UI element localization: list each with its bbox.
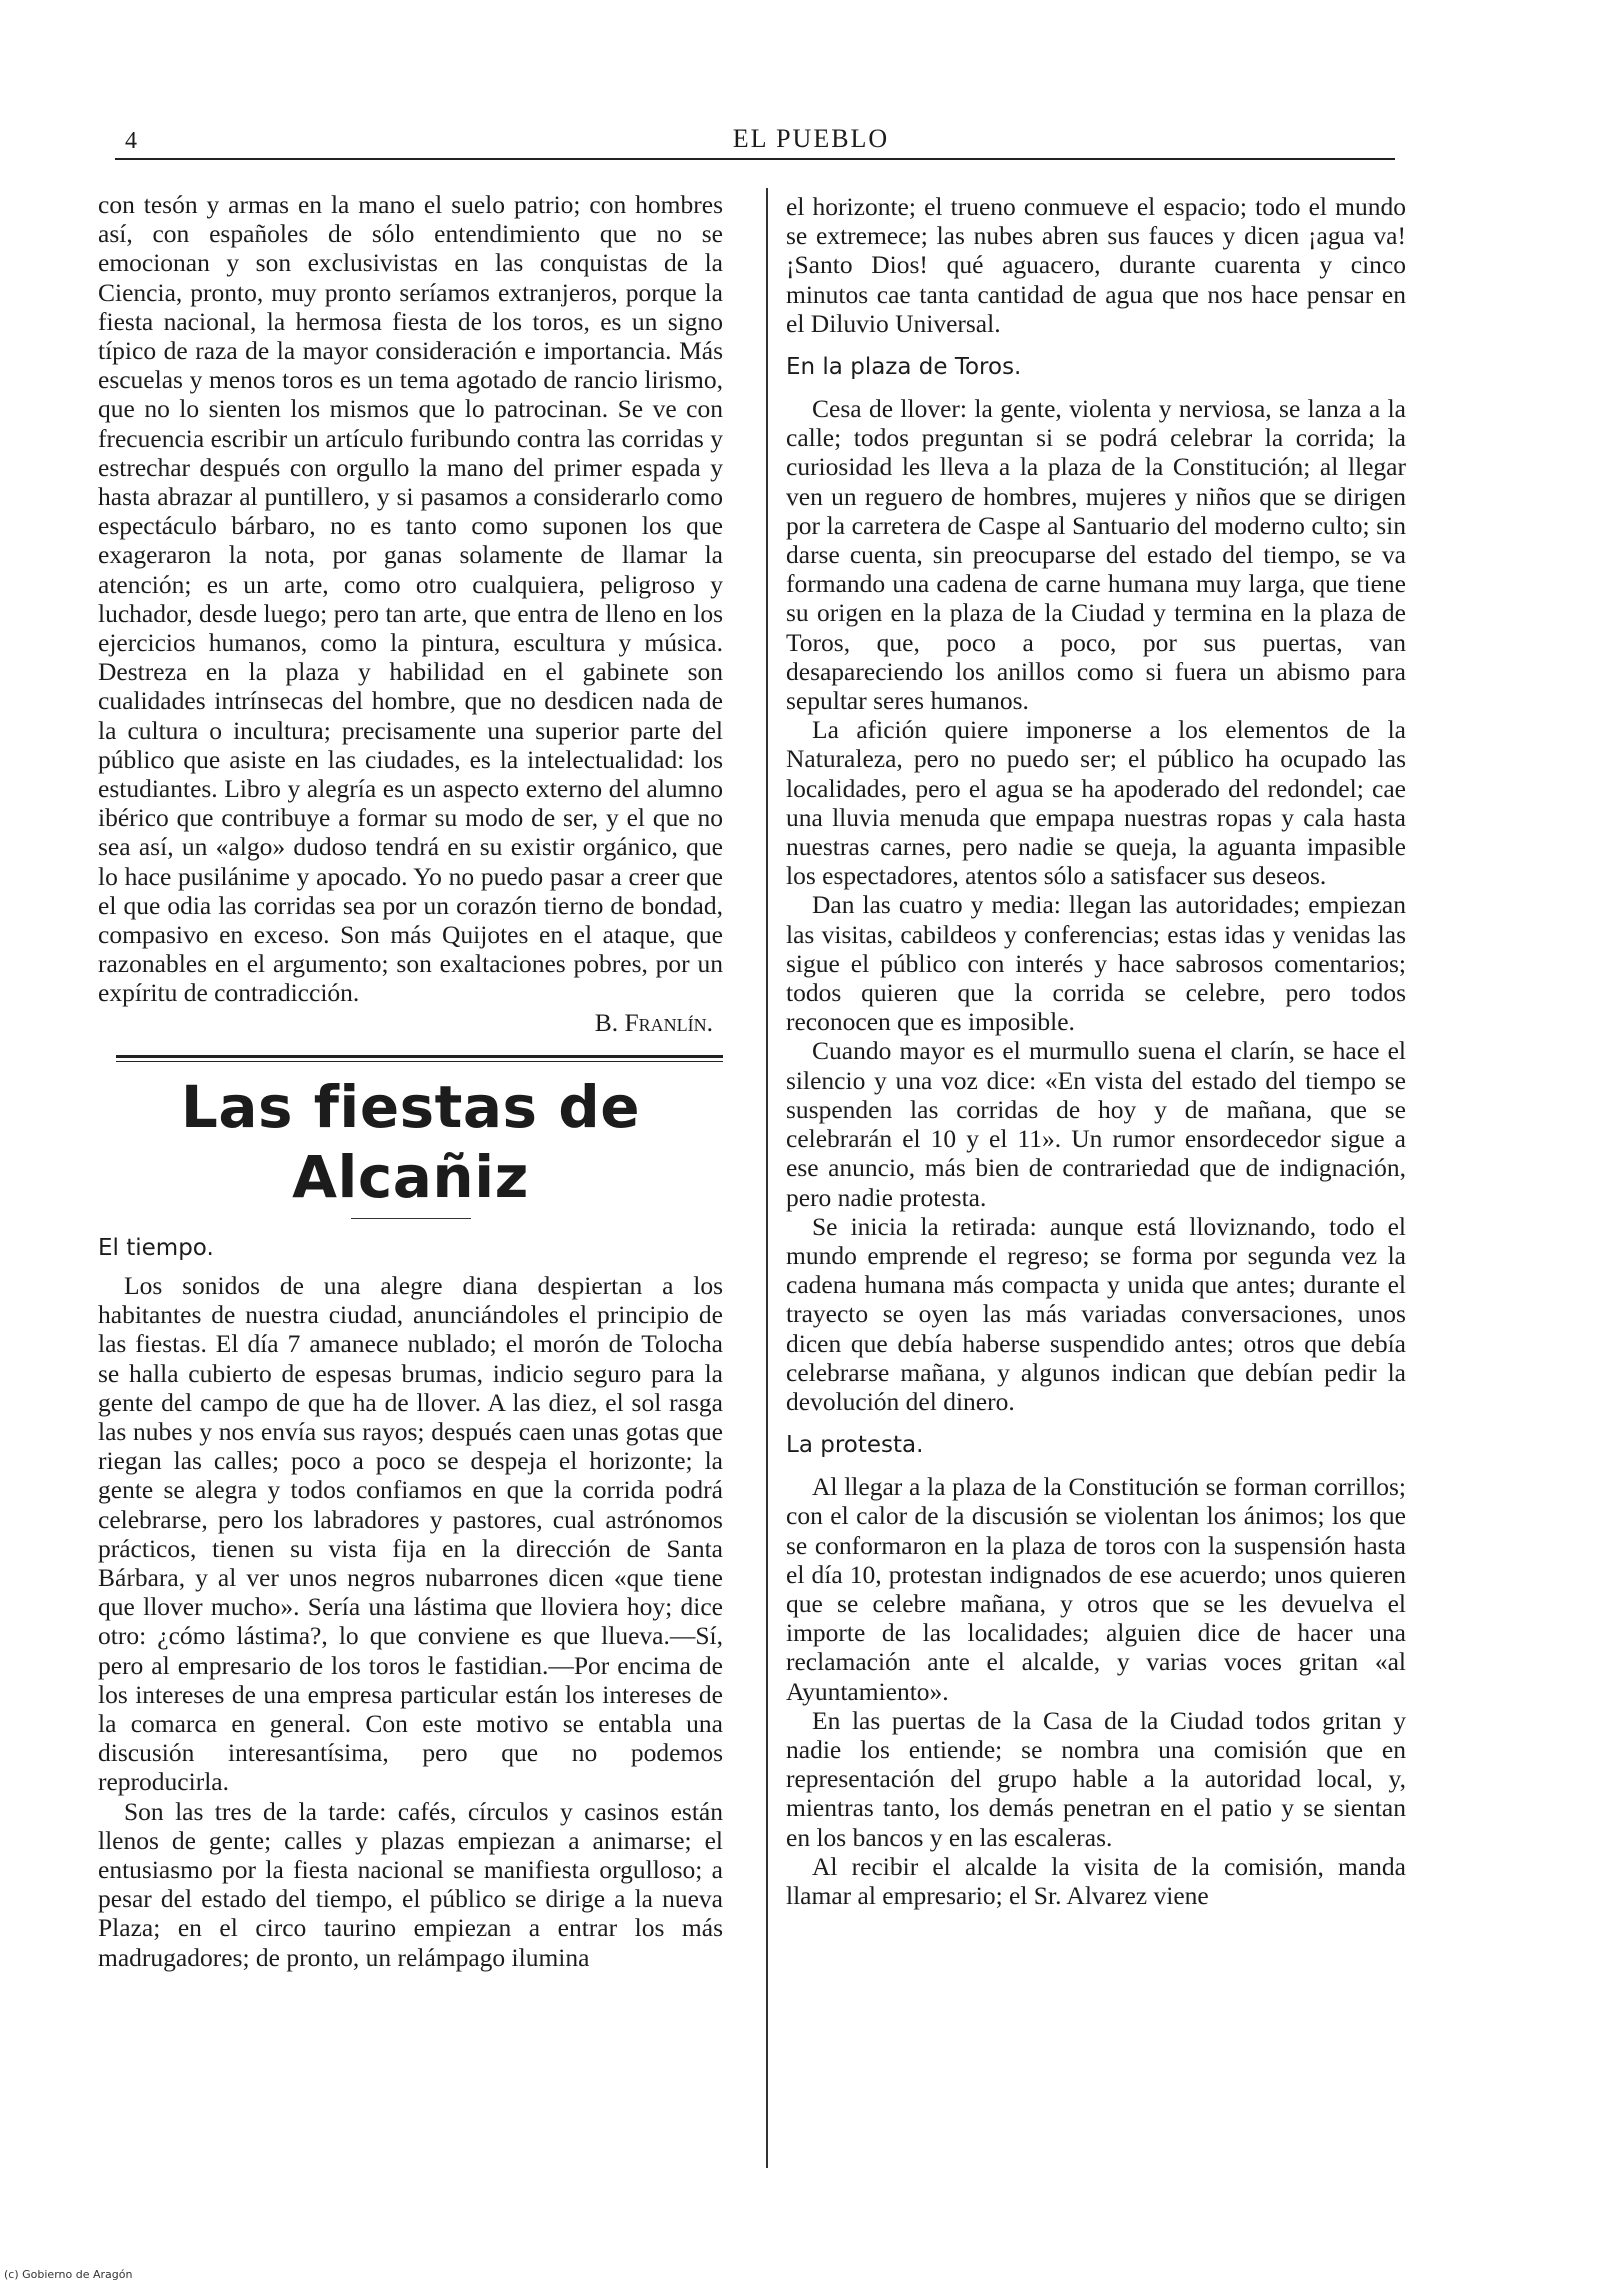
body-paragraph: el horizonte; el trueno conmueve el espacio; todo el mundo se extremece; las nubes abren sus fauces y dicen ¡agua va! ¡Santo Dios! qué aguacero, durante cuarenta y cinco minutos cae tanta cantidad de agua que nos hace pensar en el Diluvio Universal.: [786, 192, 1406, 338]
subhead-protest: La protesta.: [786, 1432, 924, 1459]
publication-title: EL PUEBLO: [732, 124, 890, 153]
body-paragraph: Los sonidos de una alegre diana despiertan a los habitantes de nuestra ciudad, anunciándoles el principio de las fiestas. El día 7 amanece nublado; el morón de Tolocha se halla cubierto de espesas brumas, indicio seguro para la gente del campo de que ha de llover. A las diez, el sol rasga las nubes y nos envía sus rayos; después caen unas gotas que riegan las calles; poco a poco se despeja el horizonte; la gente se alegra y todos confiamos en que la corrida podrá celebrarse, pero los labradores y pastores, cual astrónomos prácticos, tienen su vista fija en la dirección de Santa Bárbara, y al ver unos negros nubarrones dicen «que tiene que llover mucho». Sería una lástima que lloviera hoy; dice otro: ¿cómo lástima?, lo que conviene es que llueva.—Sí, pero al empresario de los toros le fastidian.—Por encima de los intereses de una empresa particular están los intereses de la comarca en general. Con este motivo se entabla una discusión interesantísima, pero que no podemos reproducirla.: [98, 1270, 723, 1797]
subhead-weather: El tiempo.: [98, 1234, 214, 1261]
opinion-paragraph: con tesón y armas en la mano el suelo patrio; con hombres así, con españoles de sólo entendimiento que no se emocionan y son exclusivistas en las conquistas de la Ciencia, pronto, muy pronto seríamos extranjeros, porque la fiesta nacional, la hermosa fiesta de los toros, es un signo típico de raza de la mayor consideración e importancia. Más escuelas y menos toros es un tema agotado de rancio lirismo, que no lo sienten los mismos que lo patrocinan. Se ve con frecuencia escribir un artículo furibundo contra las corridas y estrechar después con orgullo la mano del primer espada y hasta abrazar al puntillero, y si pasamos a considerarlo como espectáculo bárbaro, no es tanto como suponen los que exageraron la nota, por ganas solamente de llamar la atención; es un arte, como otro cualquiera, peligroso y luchador, desde luego; pero tan arte, que entra de lleno en los ejercicios humanos, como la pintura, escultura y música. Destreza en la plaza y habilidad en el gabinete son cualidades intrínsecas del hombre, que no desdicen nada de la cultura o incultura; precisamente una superior parte del público que asiste en las ciudades, es la intelectualidad: los estudiantes. Libro y alegría es un aspecto externo del alumno ibérico que contribuye a formar su modo de ser, y el que no sea así, un «algo» dudoso tendrá en su existir orgánico, que lo hace pusilánime y apocado. Yo no puedo pasar a creer que el que odia las corridas sea por un corazón tierno de bondad, compasivo en exceso. Son más Quijotes en el ataque, que razonables en el argumento; son exaltaciones pobres, por un expíritu de contradicción.: [98, 190, 723, 1008]
body-paragraph: La afición quiere imponerse a los elementos de la Naturaleza, pero no puedo ser; el público ha ocupado las localidades, pero el agua se ha apoderado del redondel; cae una lluvia menuda que empapa nuestras ropas y cala hasta nuestras carnes, pero nadie se queja, la aguanta impasible los espectadores, atentos sólo a satisfacer sus deseos.: [786, 715, 1406, 891]
body-paragraph: Se inicia la retirada: aunque está lloviznando, todo el mundo emprende el regreso; se forma por segunda vez la cadena humana más compacta y unida que antes; durante el trayecto se oyen las más variadas conversaciones, unos dicen que debía haberse suspendido antes; otros que debía celebrarse mañana, y algunos indican que debían pedir la devolución del dinero.: [786, 1211, 1406, 1416]
body-paragraph: Al recibir el alcalde la visita de la comisión, manda llamar al empresario; el Sr. Alvarez viene: [786, 1851, 1406, 1910]
column-divider: [766, 188, 768, 2168]
article-headline: Las fiestas de Alcañiz: [180, 1072, 641, 1211]
body-paragraph: Dan las cuatro y media: llegan las autoridades; empiezan las visitas, cabildeos y conferencias; estas idas y venidas las sigue el público con interés y hace sabrosos comentarios; todos quieren que la corrida se celebre, pero todos reconocen que es imposible.: [786, 890, 1406, 1037]
body-paragraph: Son las tres de la tarde: cafés, círculos y casinos están llenos de gente; calles y plazas empiezan a animarse; el entusiasmo por la fiesta nacional se manifiesta orgulloso; a pesar del estado del tiempo, el público se dirige a la nueva Plaza; en el circo taurino empiezan a entrar los más madrugadores; de pronto, un relámpago ilumina: [98, 1796, 723, 1972]
body-paragraph: Cesa de llover: la gente, violenta y nerviosa, se lanza a la calle; todos preguntan si se podrá celebrar la corrida; la curiosidad les lleva a la plaza de la Constitución; al llegar ven un reguero de hombres, mujeres y niños que se dirigen por la carretera de Caspe al Santuario del moderno culto; sin darse cuenta, sin preocuparse del estado del tiempo, se va formando una cadena de carne humana muy larga, que tiene su origen en la plaza de la Ciudad y termina en la plaza de Toros, que, poco a poco, por sus puertas, van desapareciendo los anillos como si fuera un abismo para sepultar seres humanos.: [786, 394, 1406, 716]
body-paragraph: En las puertas de la Casa de la Ciudad todos gritan y nadie los entiende; se nombra una comisión que en representación del grupo hable a la autoridad local, y, mientras tanto, los demás penetran en el patio y se sientan en los bancos y en las escaleras.: [786, 1705, 1406, 1852]
copyright-notice: (c) Gobierno de Aragón: [4, 2268, 133, 2281]
headline-rule: [351, 1218, 471, 1219]
article-divider: [116, 1055, 723, 1062]
right-column: [786, 192, 1406, 1910]
author-signature: B. Franlín.: [594, 1007, 713, 1037]
body-paragraph: Al llegar a la plaza de la Constitución se forman corrillos; con el calor de la discusión se violentan los ánimos; los que se conformaron en la plaza de toros con la suspensión hasta el día 10, protestan indignados de ese acuerdo; unos quieren que se celebre mañana, y otros que se les devuelva el importe de las localidades; alguien dice de hacer una reclamación ante el alcalde, y varias voces gritan «al Ayuntamiento».: [786, 1472, 1406, 1706]
subhead-bullring: En la plaza de Toros.: [786, 354, 1022, 381]
body-paragraph: Cuando mayor es el murmullo suena el clarín, se hace el silencio y una voz dice: «En vista del estado del tiempo se suspenden las corridas de hoy y de mañana, que se celebrarán el 10 y el 11». Un rumor ensordecedor sigue a ese anuncio, más bien de contrariedad que de indignación, pero nadie protesta.: [786, 1036, 1406, 1212]
header-rule: [115, 158, 1395, 160]
page-number: 4: [125, 128, 137, 154]
left-column: [98, 190, 723, 1972]
